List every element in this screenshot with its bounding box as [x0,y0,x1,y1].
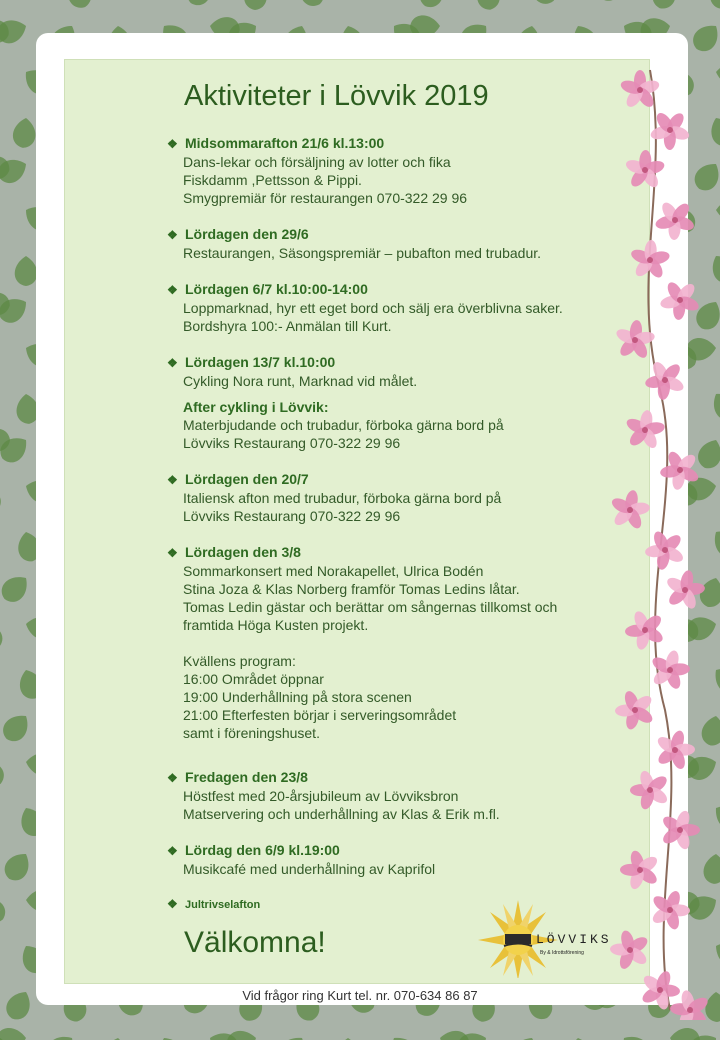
event-line: Materbjudande och trubadur, förboka gärna bord på [183,417,504,433]
page-title: Aktiviteter i Lövvik 2019 [184,80,489,112]
event-line: Lövviks Restaurang 070-322 29 96 [183,435,401,451]
event-line: framtida Höga Kusten projekt. [183,617,369,633]
event-heading: Lördagen 6/7 kl.10:00-14:00 [185,281,368,297]
event-item [167,841,597,878]
diamond-bullet-icon: ❖ [167,283,178,297]
event-heading: Lördag den 6/9 kl.19:00 [185,842,340,858]
diamond-bullet-icon: ❖ [167,228,178,242]
event-line: Sommarkonsert med Norakapellet, Ulrica Bodén [183,563,484,579]
diamond-bullet-icon: ❖ [167,473,178,487]
program-line: 16:00 Området öppnar [183,671,324,687]
welcome-text: Välkomna! [184,926,326,959]
event-line: Höstfest med 20-årsjubileum av Lövviksbron [183,788,459,804]
event-line: Italiensk afton med trubadur, förboka gärna bord på [183,490,502,506]
program-line: 19:00 Underhållning på stora scenen [183,689,412,705]
event-line: Restaurangen, Säsongspremiär – pubafton med trubadur. [183,245,542,261]
event-line: Fiskdamm ,Pettsson & Pippi. [183,172,362,188]
program-line: 21:00 Efterfesten börjar i serveringsområdet [183,707,457,723]
event-line: Tomas Ledin gästar och berättar om sångernas tillkomst och [183,599,558,615]
event-item [167,225,597,262]
event-line: Dans-lekar och försäljning av lotter och fika [183,154,451,170]
event-heading: Lördagen den 29/6 [185,226,309,242]
event-heading: Fredagen den 23/8 [185,769,308,785]
event-line: Loppmarknad, hyr ett eget bord och sälj era överblivna saker. [183,300,563,316]
event-heading: Lördagen den 3/8 [185,544,301,560]
diamond-bullet-icon: ❖ [167,356,178,370]
logo-subtitle: By & Idrottsförening [540,950,584,956]
diamond-bullet-icon: ❖ [167,137,178,151]
event-line: Musikcafé med underhållning av Kaprifol [183,861,436,877]
event-line: Smygpremiär för restaurangen 070-322 29 96 [183,190,468,206]
diamond-bullet-icon: ❖ [167,771,178,785]
event-heading: Lördagen den 20/7 [185,471,309,487]
diamond-bullet-icon: ❖ [167,897,178,911]
program-line: Kvällens program: [183,653,296,669]
event-line: Bordshyra 100:- Anmälan till Kurt. [183,318,392,334]
logo-name: LÖVVIKS [536,932,612,947]
event-line: Lövviks Restaurang 070-322 29 96 [183,508,401,524]
event-heading: Midsommarafton 21/6 kl.13:00 [185,135,385,151]
event-subheading: After cykling i Lövvik: [183,399,329,415]
magnolia-branch-icon [590,60,720,1020]
event-line: Cykling Nora runt, Marknad vid målet. [183,373,418,389]
event-heading: Jultrivselafton [185,899,261,911]
event-item [167,280,597,335]
event-heading: Lördagen 13/7 kl.10:00 [185,354,336,370]
diamond-bullet-icon: ❖ [167,546,178,560]
event-list [167,134,597,931]
event-item [167,470,597,525]
event-item [167,134,597,207]
event-item [167,543,597,742]
program-line: samt i föreningshuset. [183,725,320,741]
event-item [167,768,597,823]
event-line: Stina Joza & Klas Norberg framför Tomas Ledins låtar. [183,581,520,597]
footer-contact: Vid frågor ring Kurt tel. nr. 070-634 86 87 [242,988,478,1003]
event-item [167,353,597,452]
diamond-bullet-icon: ❖ [167,844,178,858]
event-line: Matservering och underhållning av Klas & Erik m.fl. [183,806,500,822]
